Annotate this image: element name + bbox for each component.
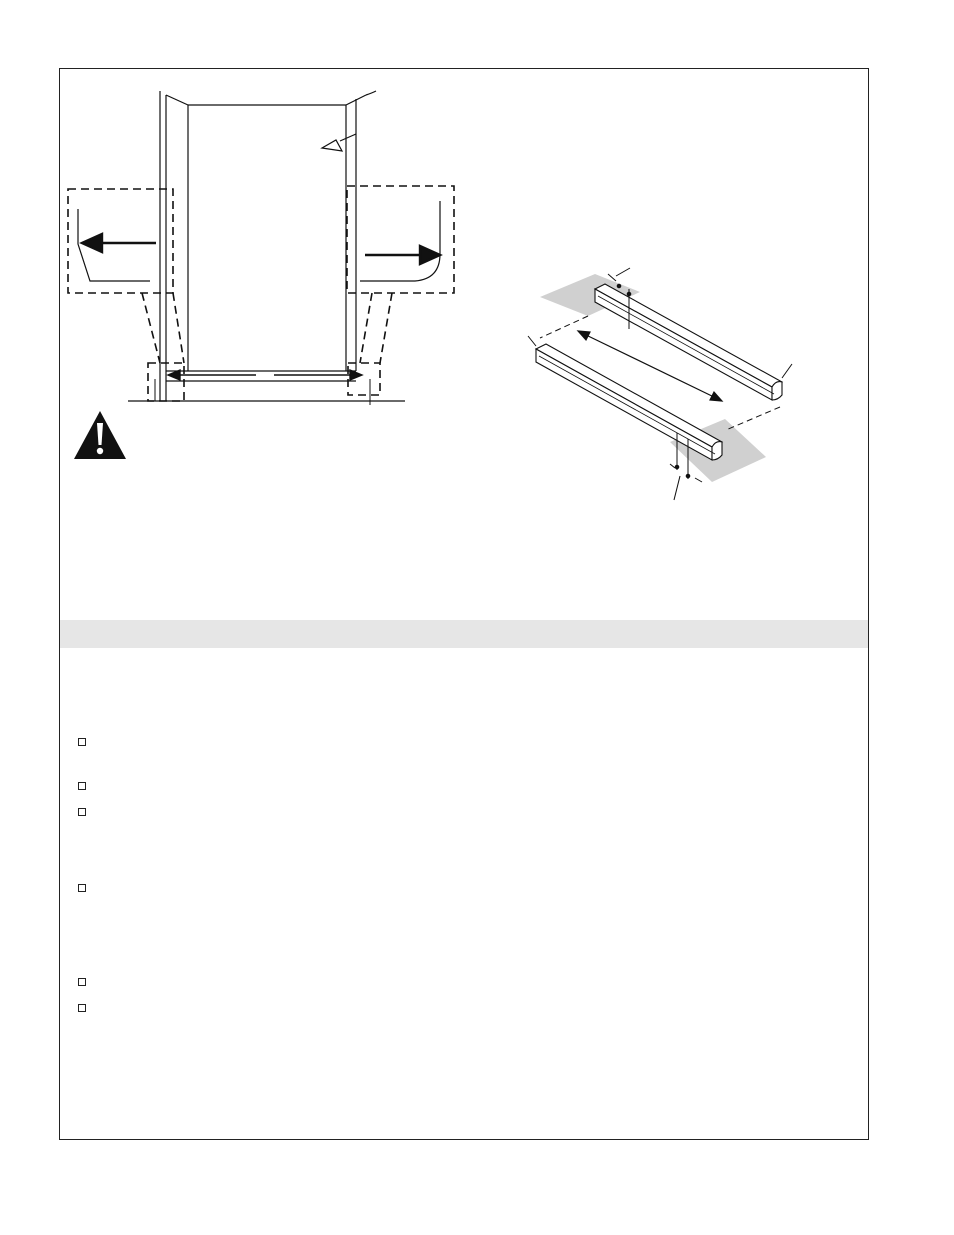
checklist-item — [78, 779, 96, 790]
checkbox-icon[interactable] — [78, 1004, 86, 1012]
checklist-item — [78, 975, 96, 986]
checklist-item — [78, 805, 96, 816]
checkbox-icon[interactable] — [78, 978, 86, 986]
checkbox-icon[interactable] — [78, 808, 86, 816]
checklist-item — [78, 881, 96, 892]
checklist-item — [78, 735, 96, 746]
checkbox-icon[interactable] — [78, 782, 86, 790]
checkbox-icon[interactable] — [78, 884, 86, 892]
checklist — [60, 69, 868, 1139]
checkbox-icon[interactable] — [78, 738, 86, 746]
checklist-item — [78, 1001, 96, 1012]
page-frame — [59, 68, 869, 1140]
